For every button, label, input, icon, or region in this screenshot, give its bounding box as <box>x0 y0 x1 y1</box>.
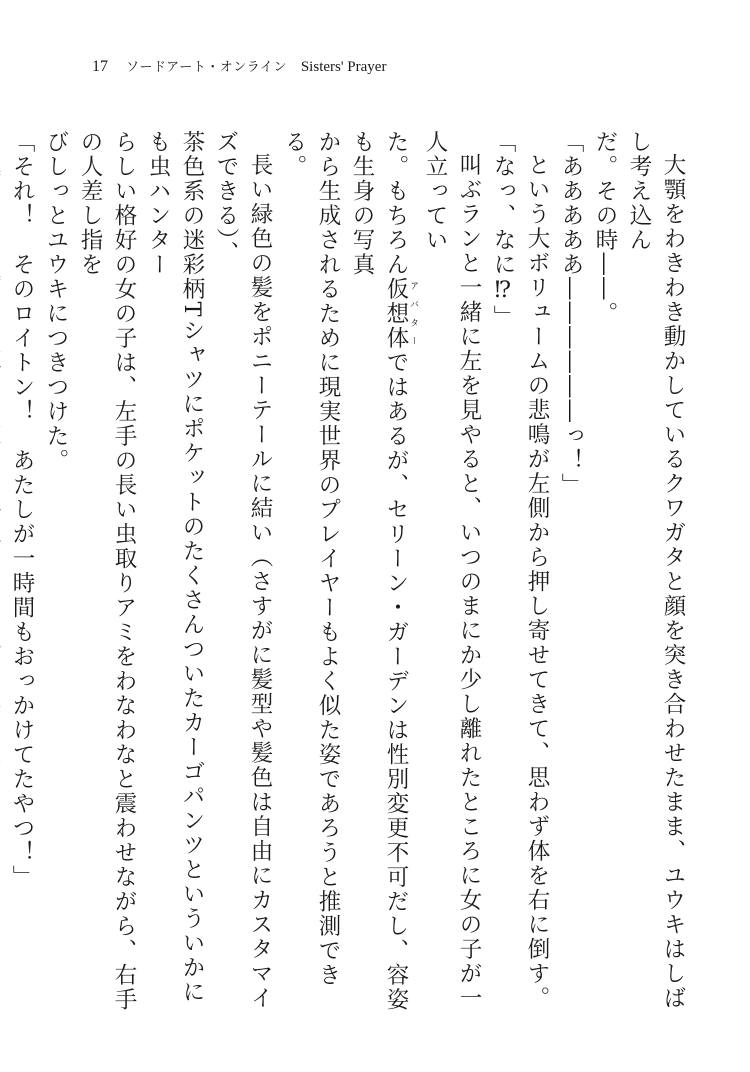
text-line: らしい格好の女の子は、左手の長い虫取りアミをわなわなと震わせながら、右手の人差し指を <box>77 130 137 1012</box>
text-line: だ。その時――。 <box>592 130 618 326</box>
text-line: から生成されるために現実世界のプレイヤーもよく似た姿であろうと推測できる。 <box>281 130 341 988</box>
running-header <box>92 56 386 76</box>
text-line-with-ruby <box>345 130 418 1015</box>
ruby-line-text: た。もちろん仮想体 アバターではあるが、セリーン・ガーデンは性別変更不可だし、容姿も生身の写真 <box>349 130 418 1012</box>
ruby-reading: アバター <box>408 277 418 351</box>
text-line <box>0 130 5 1015</box>
text-line: 叫ぶランと一緒に左を見やると、いつのまにか少し離れたところに女の子が一人立ってい <box>422 130 482 1010</box>
text-line: 「それ！ そのロイトン！ あたしが一時間もおっかけてたやつ！」 <box>9 130 35 890</box>
text-line: 「あああああ――――――っ！」 <box>558 130 584 498</box>
text-line: 大顎をわきわき動かしているクワガタと顔を突き合わせたまま、ユウキはしばし考え込ん <box>626 130 686 1010</box>
text-line: 長い緑色の髪をポニーテールに結い（さすがに髪型や髪色は自由にカスタマイズできる）、 <box>213 130 273 1010</box>
text-line: という大ボリュームの悲鳴が左側から押し寄せてきて、思わず体を右に倒す。 <box>524 152 550 1010</box>
ruby-annotation: 仮想体 アバター <box>383 277 418 351</box>
text-line: 「なっ、なに⁉」 <box>490 130 516 330</box>
chapter-subtitle: Sisters' Prayer <box>300 59 387 75</box>
text-line: びしっとユウキにつきつけた。 <box>43 130 69 473</box>
page-number: 17 <box>92 58 108 75</box>
text-line: 茶色系の迷彩柄Tシャツにポケットのたくさんついたカーゴパンツといういかにも虫ハンター <box>145 130 205 1005</box>
vertical-text-body <box>9 130 690 1015</box>
series-title: ソードアート・オンライン <box>126 60 287 75</box>
